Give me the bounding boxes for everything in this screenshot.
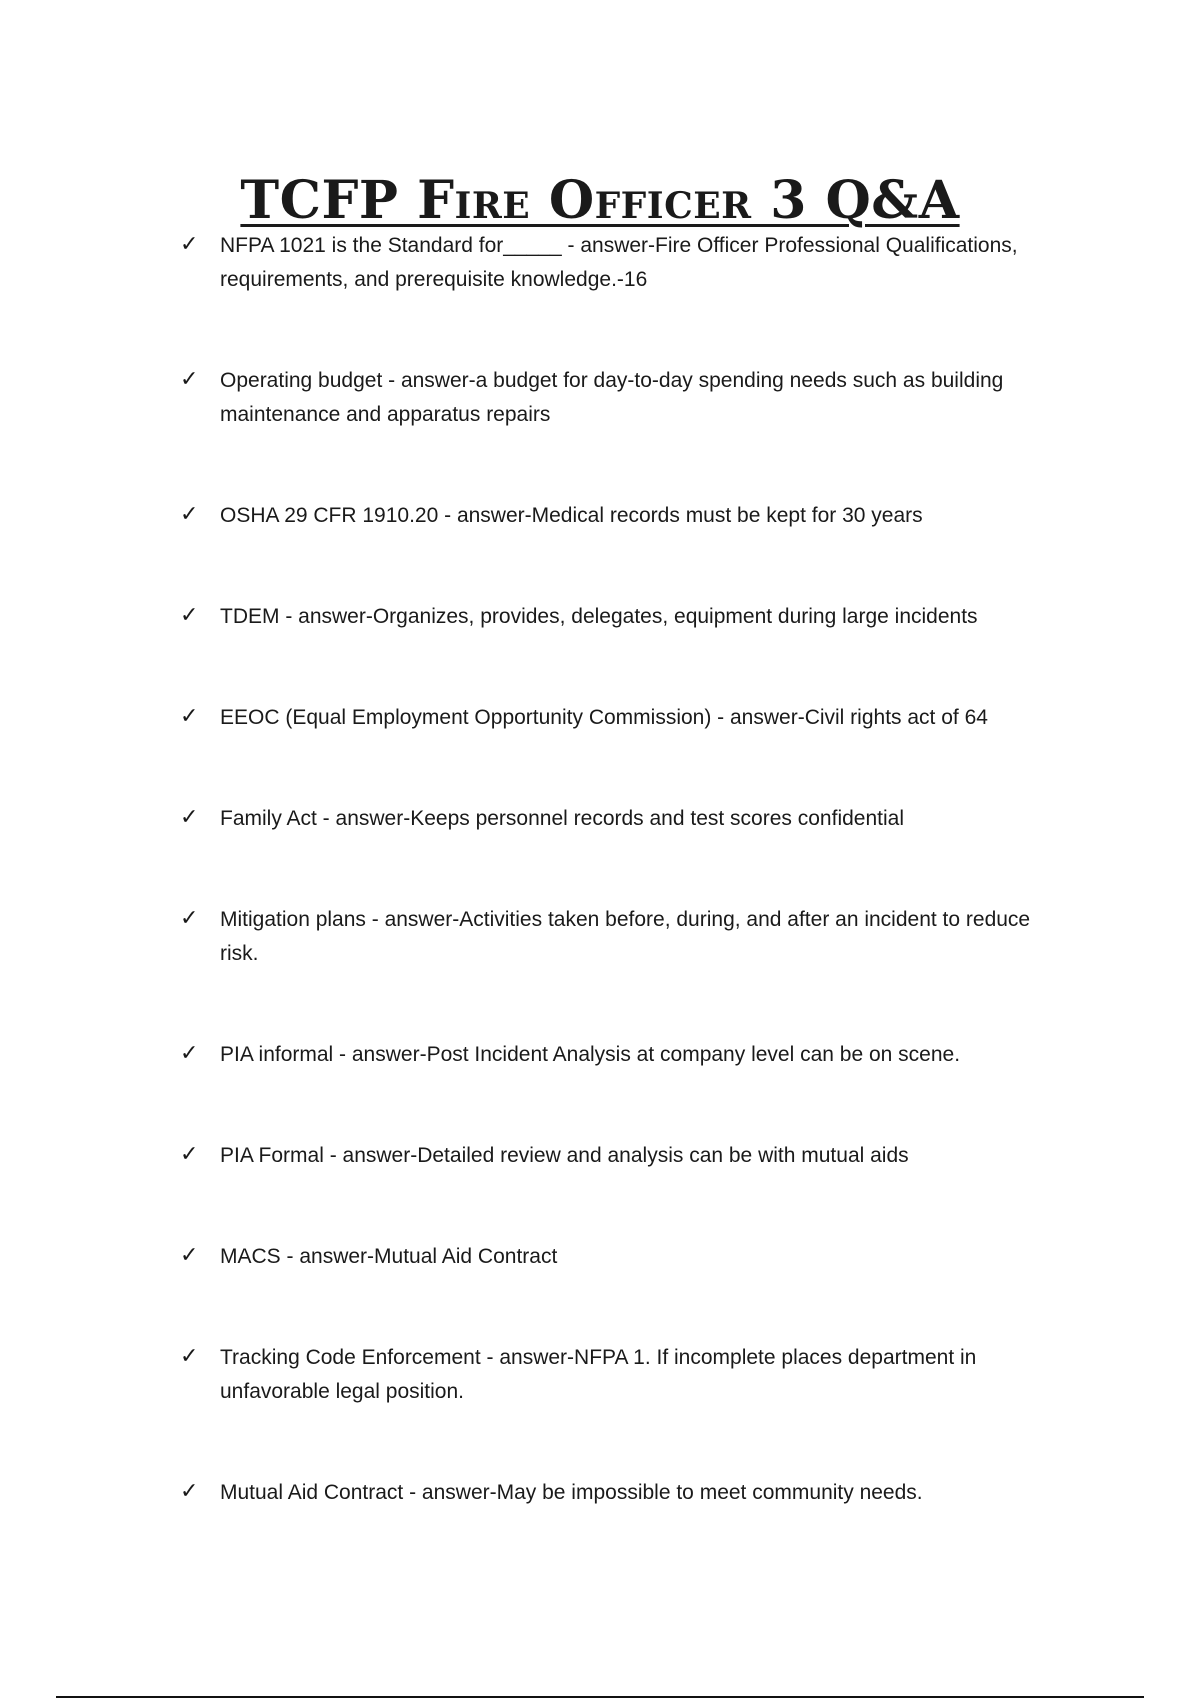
list-item-text: Tracking Code Enforcement - answer-NFPA 1. If incomplete places department in unfavorable legal position.	[220, 1346, 977, 1403]
checkmark-icon: ✓	[180, 602, 199, 627]
list-item-text: MACS - answer-Mutual Aid Contract	[220, 1245, 558, 1268]
checkmark-icon: ✓	[180, 804, 199, 829]
checkmark-icon: ✓	[180, 366, 199, 391]
list-item-text: Mutual Aid Contract - answer-May be impossible to meet community needs.	[220, 1481, 923, 1504]
checkmark-icon: ✓	[180, 703, 199, 728]
checkmark-icon: ✓	[180, 1040, 199, 1065]
list-item	[180, 364, 1060, 432]
list-item	[180, 1341, 1060, 1409]
page-title	[0, 169, 1200, 231]
list-item-text: Operating budget - answer-a budget for day-to-day spending needs such as building maintenance and apparatus repairs	[220, 369, 1004, 426]
list-item	[180, 701, 1060, 735]
list-item-text: Family Act - answer-Keeps personnel records and test scores confidential	[220, 807, 904, 830]
footer-divider	[56, 1696, 1144, 1698]
list-item-text: Mitigation plans - answer-Activities taken before, during, and after an incident to reduce risk.	[220, 908, 1031, 965]
list-item-text: PIA informal - answer-Post Incident Analysis at company level can be on scene.	[220, 1043, 961, 1066]
list-item	[180, 1038, 1060, 1072]
list-item-text: EEOC (Equal Employment Opportunity Commission) - answer-Civil rights act of 64	[220, 706, 988, 729]
checkmark-icon: ✓	[180, 501, 199, 526]
list-item-text: NFPA 1021 is the Standard for_____ - answer-Fire Officer Professional Qualifications, requirements, and prerequisite knowledge.-16	[220, 234, 1018, 291]
list-item	[180, 903, 1060, 971]
qa-list	[180, 229, 1060, 1577]
list-item	[180, 229, 1060, 297]
page-title-text: TCFP Fire Officer 3 Q&A	[240, 169, 960, 231]
checkmark-icon: ✓	[180, 1242, 199, 1267]
list-item	[180, 1139, 1060, 1173]
checkmark-icon: ✓	[180, 905, 199, 930]
checkmark-icon: ✓	[180, 231, 199, 256]
checkmark-icon: ✓	[180, 1141, 199, 1166]
list-item	[180, 1240, 1060, 1274]
list-item	[180, 600, 1060, 634]
list-item	[180, 1476, 1060, 1510]
checkmark-icon: ✓	[180, 1343, 199, 1368]
list-item-text: TDEM - answer-Organizes, provides, delegates, equipment during large incidents	[220, 605, 978, 628]
list-item	[180, 802, 1060, 836]
checkmark-icon: ✓	[180, 1478, 199, 1503]
list-item	[180, 499, 1060, 533]
list-item-text: OSHA 29 CFR 1910.20 - answer-Medical records must be kept for 30 years	[220, 504, 923, 527]
list-item-text: PIA Formal - answer-Detailed review and analysis can be with mutual aids	[220, 1144, 909, 1167]
